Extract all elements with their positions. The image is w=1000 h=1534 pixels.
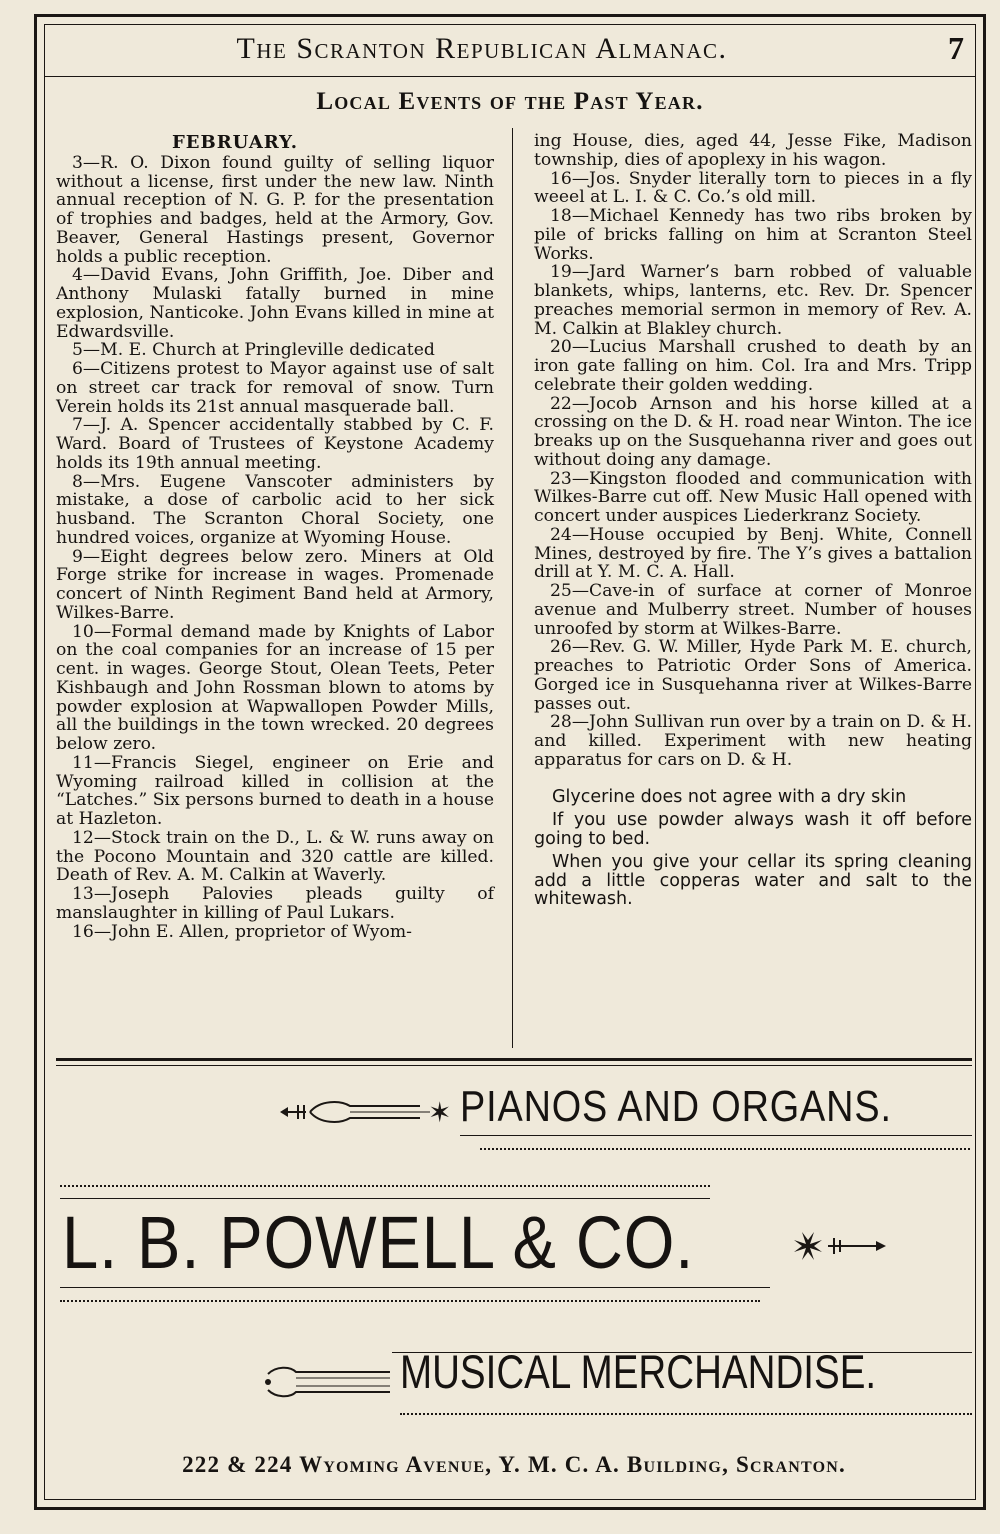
event-entry: 26—Rev. G. W. Miller, Hyde Park M. E. church, preaches to Patriotic Order Sons of America. Gorged ice in Susquehanna river at Wilkes-Barre passes out. bbox=[534, 637, 972, 714]
month-heading: FEBRUARY. bbox=[172, 132, 298, 153]
running-head bbox=[56, 30, 968, 74]
event-entry: 8—Mrs. Eugene Vanscoter administers by mistake, a dose of carbolic acid to her sick husband. The Scranton Choral Society, one hundred voices, organize at Wyoming House. bbox=[56, 471, 494, 548]
note-text: When you give your cellar its spring cleaning add a little copperas water and salt to the whitewash. bbox=[534, 852, 972, 910]
ad-rule bbox=[460, 1135, 972, 1136]
ad-rule bbox=[60, 1287, 770, 1288]
event-entry: 11—Francis Siegel, engineer on Erie and Wyoming railroad killed in collision at the “Latches.” Six persons burned to death in a house at Hazleton. bbox=[56, 752, 494, 829]
event-entry: 18—Michael Kennedy has two ribs broken by pile of bricks falling on him at Scranton Steel Works. bbox=[534, 206, 972, 264]
ad-rule bbox=[60, 1198, 710, 1199]
event-entry: 7—J. A. Spencer accidentally stabbed by C. F. Ward. Board of Trustees of Keystone Academy holds its 19th annual meeting. bbox=[56, 415, 494, 473]
event-entry: 28—John Sullivan run over by a train on D. & H. and killed. Experiment with new heating apparatus for cars on D. & H. bbox=[534, 712, 972, 770]
event-entry: 22—Jocob Arnson and his horse killed at a crossing on the D. & H. road near Winton. The ice breaks up on the Susquehanna river and goes out without doing any damage. bbox=[534, 393, 972, 470]
event-entry: 16—John E. Allen, proprietor of Wyom- bbox=[72, 921, 412, 942]
column-divider bbox=[512, 128, 513, 1048]
svg-text:✶: ✶ bbox=[428, 1096, 452, 1129]
event-entry: 23—Kingston flooded and communication with Wilkes-Barre cut off. New Music Hall opened with concert under auspices Liederkranz Society. bbox=[534, 468, 972, 526]
ad-dotted-rule bbox=[60, 1300, 760, 1302]
event-entry: 16—Jos. Snyder literally torn to pieces in a fly weeel at L. I. & C. Co.’s old mill. bbox=[534, 168, 972, 208]
ad-pianos-line bbox=[280, 1082, 980, 1142]
event-entry: 20—Lucius Marshall crushed to death by an iron gate falling on him. Col. Ira and Mrs. Tripp celebrate their golden wedding. bbox=[534, 337, 972, 395]
event-entry: 4—David Evans, John Griffith, Joe. Diber and Anthony Mulaski fatally burned in mine explosion, Nanticoke. John Evans killed in mine at Edwardsville. bbox=[56, 265, 494, 342]
event-entry: 24—House occupied by Benj. White, Connell Mines, destroyed by fire. The Y’s gives a battalion drill at Y. M. C. A. Hall. bbox=[534, 524, 972, 583]
ad-top-rule-thin bbox=[56, 1065, 972, 1066]
ad-address: 222 & 224 Wyoming Avenue, Y. M. C. A. Building, Scranton. bbox=[182, 1452, 846, 1477]
event-entry: 10—Formal demand made by Knights of Labor on the coal companies for an increase of 15 per cent. in wages. George Stout, Olean Teets, Peter Kishbaugh and John Rossman blown to atoms by powder explosion at Wapwallopen Powder Mills, all the buildings in the town wrecked. 20 degrees below zero. bbox=[56, 621, 494, 754]
right-column bbox=[534, 132, 972, 914]
household-notes bbox=[534, 788, 972, 910]
event-entry: 5—M. E. Church at Pringleville dedicated bbox=[72, 340, 435, 361]
event-entry: 12—Stock train on the D., L. & W. runs away on the Pocono Mountain and 320 cattle are killed. Death of Rev. A. M. Calkin at Waverly. bbox=[56, 827, 494, 886]
note-text: Glycerine does not agree with a dry skin bbox=[552, 786, 907, 807]
cross-ornament-icon bbox=[788, 1228, 888, 1264]
ad-top-rule bbox=[56, 1058, 972, 1061]
running-title: The Scranton Republican Almanac. bbox=[236, 32, 728, 65]
ad-merchandise-text: MUSICAL MERCHANDISE. bbox=[400, 1345, 877, 1398]
event-entry: 13—Joseph Palovies pleads guilty of manslaughter in killing of Paul Lukars. bbox=[56, 884, 494, 923]
scroll-ornament-icon bbox=[280, 1094, 460, 1130]
note-text: If you use powder always wash it off before going to bed. bbox=[534, 810, 972, 849]
ad-merchandise-line bbox=[260, 1344, 990, 1414]
scroll-ornament-icon bbox=[260, 1364, 400, 1400]
left-column bbox=[56, 134, 494, 941]
section-title: Local Events of the Past Year. bbox=[316, 88, 704, 115]
event-entry: 25—Cave-in of surface at corner of Monroe avenue and Mulberry street. Number of houses unroofed by storm at Wilkes-Barre. bbox=[534, 581, 972, 639]
event-entry: 9—Eight degrees below zero. Miners at Old Forge strike for increase in wages. Promenade concert of Ninth Regiment Band held at Armory, Wilkes-Barre. bbox=[56, 546, 494, 623]
ad-dotted-rule bbox=[60, 1185, 710, 1187]
ad-dotted-rule bbox=[400, 1413, 972, 1415]
event-entry: 6—Citizens protest to Mayor against use of salt on street car track for removal of snow. Turn Verein holds its 21st annual masquerade ball. bbox=[56, 359, 494, 417]
ad-pianos-text: PIANOS AND ORGANS. bbox=[460, 1082, 892, 1131]
ad-dotted-rule bbox=[480, 1148, 970, 1150]
event-entry: 3—R. O. Dixon found guilty of selling liquor without a license, first under the new law. Ninth annual reception of N. G. P. for the presentation of trophies and badges, held at the Armory, Gov. Beaver, General Hastings present, Governor holds a public reception. bbox=[56, 152, 494, 267]
ad-rule bbox=[392, 1352, 972, 1353]
ad-firm-name: L. B. POWELL & CO. bbox=[62, 1201, 695, 1284]
page-number: 7 bbox=[948, 30, 964, 66]
event-entry-continued: ing House, dies, aged 44, Jesse Fike, Madison township, dies of apoplexy in his wagon. bbox=[534, 131, 972, 170]
event-entry: 19—Jard Warner’s barn robbed of valuable blankets, whips, lanterns, etc. Rev. Dr. Spencer preaches memorial sermon in memory of Rev. A. M. Calkin at Blakley church. bbox=[534, 262, 972, 339]
header-rule bbox=[44, 76, 976, 77]
